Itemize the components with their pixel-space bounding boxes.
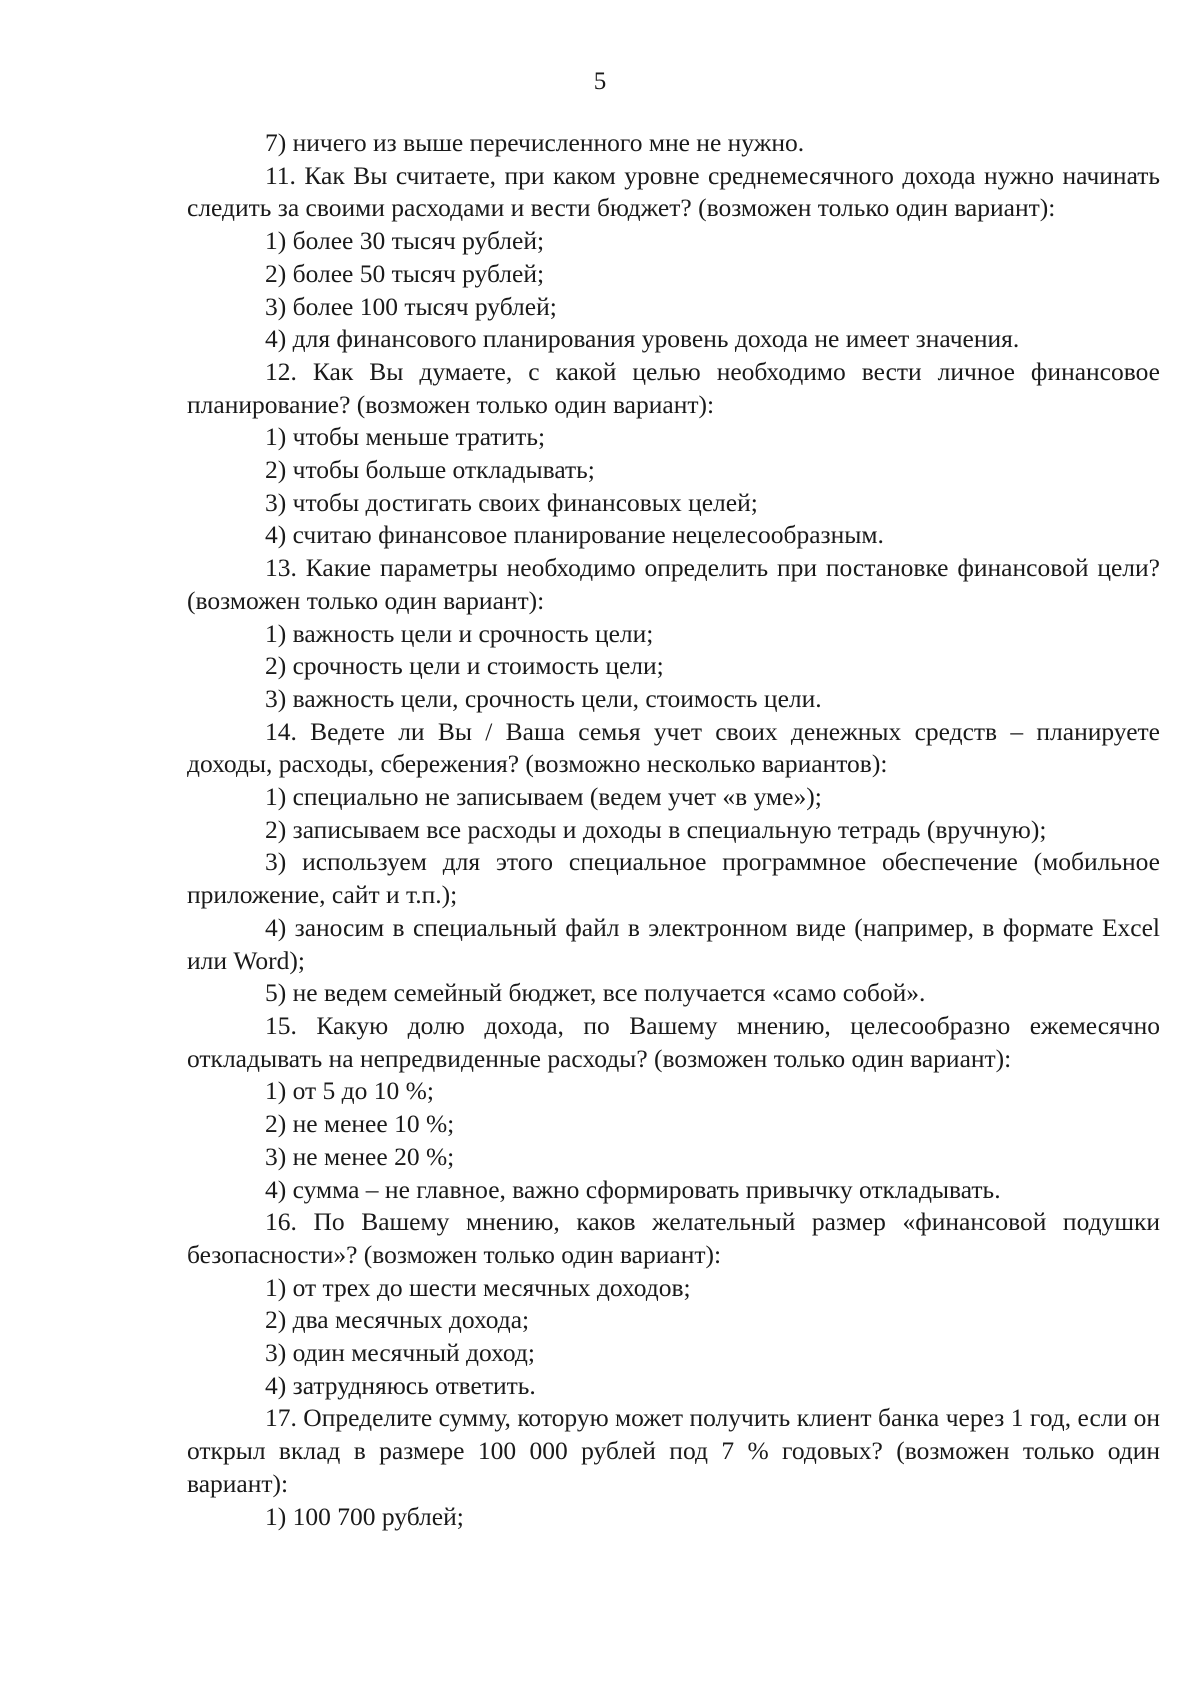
question-paragraph: 14. Ведете ли Вы / Ваша семья учет своих денежных средств – планируете доходы, расходы, сбережения? (возможно несколько вариантов):	[187, 716, 1160, 779]
answer-option: 5) не ведем семейный бюджет, все получается «само собой».	[265, 978, 926, 1008]
answer-option: 3) не менее 20 %;	[265, 1141, 455, 1171]
question-paragraph: 17. Определите сумму, которую может получить клиент банка через 1 год, если он открыл вклад в размере 100 000 рублей под 7 % годовых? (возможен только один вариант):	[187, 1403, 1160, 1498]
answer-option: 2) два месячных дохода;	[265, 1305, 530, 1335]
answer-option: 2) срочность цели и стоимость цели;	[265, 651, 664, 681]
answer-option: 1) специально не записываем (ведем учет «в уме»);	[265, 782, 822, 812]
page-number: 5	[593, 68, 607, 95]
answer-option: 1) от 5 до 10 %;	[265, 1076, 434, 1106]
answer-option: 1) 100 700 рублей;	[265, 1501, 464, 1531]
answer-option: 7) ничего из выше перечисленного мне не нужно.	[265, 128, 805, 157]
answer-option: 3) используем для этого специальное программное обеспечение (мобильное приложение, сайт и т.п.);	[187, 847, 1160, 910]
answer-option: 3) один месячный доход;	[265, 1338, 535, 1368]
answer-option: 4) считаю финансовое планирование нецелесообразным.	[265, 520, 884, 550]
document-body	[187, 127, 1160, 1533]
answer-option: 2) записываем все расходы и доходы в специальную тетрадь (вручную);	[265, 814, 1047, 844]
answer-option: 4) для финансового планирования уровень дохода не имеет значения.	[265, 324, 1020, 354]
answer-option: 3) чтобы достигать своих финансовых целей;	[265, 487, 758, 517]
answer-option: 4) заносим в специальный файл в электронном виде (например, в формате Excel или Word);	[187, 912, 1160, 975]
answer-option: 2) более 50 тысяч рублей;	[265, 258, 545, 288]
answer-option: 2) не менее 10 %;	[265, 1109, 455, 1139]
answer-option: 1) от трех до шести месячных доходов;	[265, 1272, 691, 1302]
question-paragraph: 13. Какие параметры необходимо определить при постановке финансовой цели? (возможен только один вариант):	[187, 553, 1160, 615]
question-paragraph: 16. По Вашему мнению, каков желательный размер «финансовой подушки безопасности»? (возможен только один вариант):	[187, 1207, 1160, 1269]
answer-option: 1) чтобы меньше тратить;	[265, 422, 546, 452]
answer-option: 1) важность цели и срочность цели;	[265, 618, 654, 648]
question-paragraph: 11. Как Вы считаете, при каком уровне среднемесячного дохода нужно начинать следить за своими расходами и вести бюджет? (возможен только один вариант):	[187, 160, 1160, 223]
question-paragraph: 15. Какую долю дохода, по Вашему мнению, целесообразно ежемесячно откладывать на непредвиденные расходы? (возможен только один вариант):	[187, 1010, 1160, 1073]
answer-option: 4) затрудняюсь ответить.	[265, 1370, 536, 1400]
answer-option: 4) сумма – не главное, важно сформировать привычку откладывать.	[265, 1174, 1001, 1204]
question-paragraph: 12. Как Вы думаете, с какой целью необходимо вести личное финансовое планирование? (возможен только один вариант):	[187, 356, 1160, 419]
answer-option: 1) более 30 тысяч рублей;	[265, 226, 545, 256]
answer-option: 2) чтобы больше откладывать;	[265, 455, 595, 485]
answer-option: 3) более 100 тысяч рублей;	[265, 291, 557, 321]
answer-option: 3) важность цели, срочность цели, стоимость цели.	[265, 683, 822, 713]
